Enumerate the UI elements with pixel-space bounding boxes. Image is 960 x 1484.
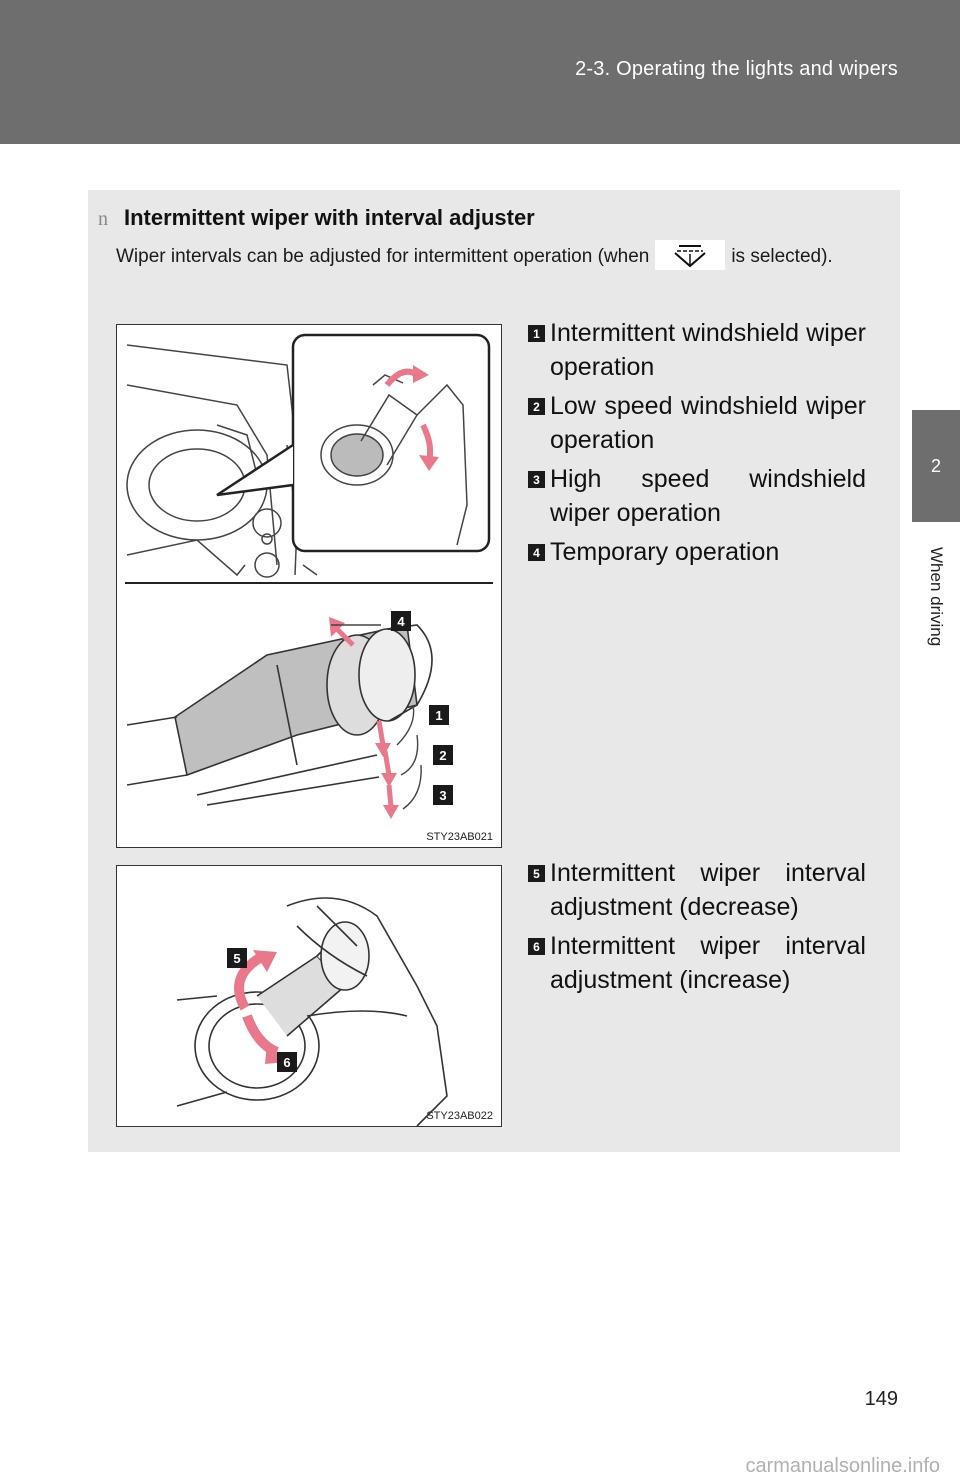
- figure-code: STY23AB022: [426, 1110, 493, 1122]
- page-number: 149: [864, 1388, 898, 1410]
- list-item: [528, 535, 866, 569]
- item-number: 5: [528, 865, 545, 882]
- figure-badge-2: 2: [433, 745, 453, 765]
- figure-code: STY23AB021: [426, 831, 493, 843]
- side-strip: [912, 144, 960, 410]
- figure-badge-4: 4: [391, 611, 411, 631]
- chapter-number: 2: [930, 455, 941, 476]
- chapter-label-text: When driving: [927, 547, 946, 647]
- page-header: [0, 0, 960, 144]
- figure-badge-5: 5: [227, 948, 247, 968]
- item-text: High speed windshield wiper operation: [550, 465, 866, 527]
- intro-before: Wiper intervals can be adjusted for intermittent operation (when: [116, 246, 650, 267]
- item-number: 6: [528, 938, 545, 955]
- list-item: [528, 316, 866, 384]
- item-text: Intermittent windshield wiper operation: [550, 319, 866, 381]
- intro-text: [116, 240, 866, 272]
- section-title: [98, 205, 535, 231]
- figure-badge-3: 3: [433, 785, 453, 805]
- item-number: 3: [528, 471, 545, 488]
- section-title-text: Intermittent wiper with interval adjuster: [124, 205, 535, 230]
- chapter-label: [912, 522, 960, 672]
- item-text: Intermittent wiper interval adjustment (increase): [550, 932, 866, 994]
- item-text: Low speed windshield wiper operation: [550, 392, 866, 454]
- item-list-2: [528, 856, 866, 1002]
- list-item: [528, 389, 866, 457]
- intermittent-wiper-icon: [655, 240, 725, 270]
- figure-badge-1: 1: [429, 705, 449, 725]
- list-item: [528, 929, 866, 997]
- watermark[interactable]: carmanualsonline.info: [745, 1455, 940, 1477]
- item-number: 4: [528, 544, 545, 561]
- section-bullet: n: [98, 208, 108, 230]
- interval-adjuster-illustration: [117, 866, 501, 1126]
- figure-interval-adjuster: [116, 865, 502, 1127]
- figure-badge-6: 6: [277, 1052, 297, 1072]
- figure-wiper-lever: [116, 324, 502, 848]
- list-item: [528, 856, 866, 924]
- list-item: [528, 462, 866, 530]
- item-number: 2: [528, 398, 545, 415]
- item-text: Temporary operation: [550, 538, 780, 566]
- intro-after: is selected).: [731, 246, 833, 267]
- item-number: 1: [528, 325, 545, 342]
- item-list-1: [528, 316, 866, 574]
- header-title: 2-3. Operating the lights and wipers: [575, 58, 898, 80]
- chapter-tab[interactable]: [912, 410, 960, 522]
- item-text: Intermittent wiper interval adjustment (decrease): [550, 859, 866, 921]
- wiper-lever-illustration: [117, 325, 501, 847]
